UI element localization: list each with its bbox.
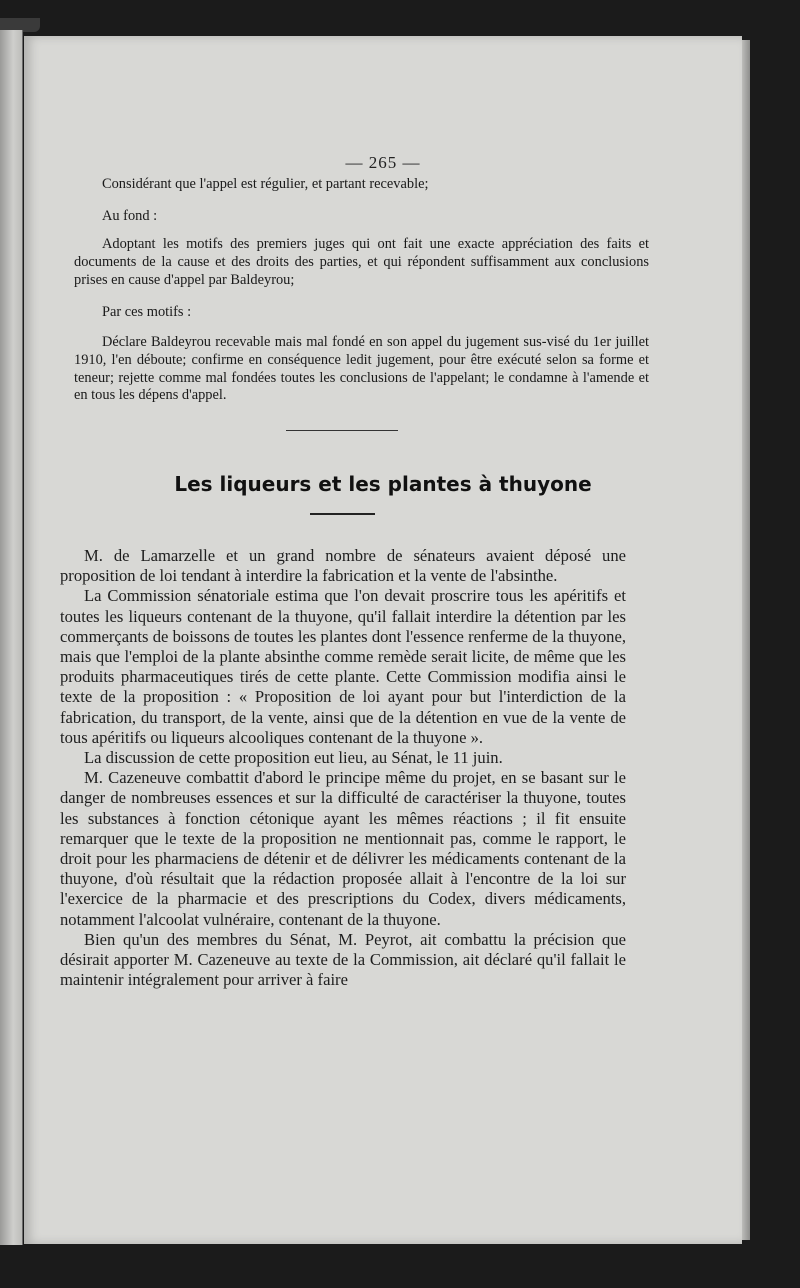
ruling-motifs: [74, 304, 649, 322]
heading-au-fond: Au fond :: [102, 208, 158, 224]
section-divider: [286, 430, 398, 431]
right-page-edge: [742, 40, 750, 1240]
article-paragraph: M. de Lamarzelle et un grand nombre de sénateurs avaient déposé une proposition de loi tendant à interdire la fabrication et la vente de l'absinthe.: [60, 546, 626, 586]
page-number: — 265 —: [345, 153, 421, 172]
ruling-declares: [74, 334, 649, 405]
article-title: Les liqueurs et les plantes à thuyone: [174, 472, 592, 496]
book-page: [24, 36, 742, 1244]
left-page-edge: [0, 30, 23, 1245]
article-body: [60, 546, 626, 990]
ruling-adopting: [74, 236, 649, 289]
article-paragraph: La Commission sénatoriale estima que l'on devait proscrire tous les apéritifs et toutes les liqueurs contenant de la thuyone, qu'il fallait interdire la détention par les commerçants de boissons de toutes les plantes dont l'essence renferme de la thuyone, mais que l'emploi de la plante absinthe comme remède serait licite, de même que les produits pharmaceutiques tirés de cette plante. Cette Commission modifia ainsi le texte de la proposition : « Proposition de loi ayant pour but l'interdiction de la fabrication, du transport, de la vente, ainsi que de la détention en vue de la vente de tous apéritifs ou liqueurs alcooliques contenant de la thuyone ».: [60, 586, 626, 747]
ruling-paragraph-2: Adoptant les motifs des premiers juges qui ont fait une exacte appréciation des faits et documents de la cause et des droits des parties, et qui répondent suffisamment aux conclusions prises en cause d'appel par Baldeyrou;: [74, 236, 649, 288]
ruling-fond: [74, 208, 649, 226]
article-paragraph: La discussion de cette proposition eut lieu, au Sénat, le 11 juin.: [84, 748, 503, 768]
heading-par-ces-motifs: Par ces motifs :: [102, 304, 192, 320]
article-paragraph: M. Cazeneuve combattit d'abord le principe même du projet, en se basant sur le danger de nombreuses essences et sur la difficulté de caractériser la thuyone, toutes les substances à fonction cétonique ayant les mêmes réactions ; il fit ensuite remarquer que le texte de la proposition ne mentionnait pas, comme le rapport, le droit pour les pharmaciens de détenir et de délivrer les médicaments contenant de la thuyone, d'où résultait que la rédaction proposée allait à l'encontre de la loi sur l'exercice de la pharmacie et des prescriptions du Codex, divers médicaments, notamment l'alcoolat vulnéraire, contenant de la thuyone.: [60, 768, 626, 929]
ruling-considering: [74, 176, 649, 194]
title-underline: [310, 513, 375, 515]
ruling-paragraph-1: Considérant que l'appel est régulier, et partant recevable;: [102, 176, 429, 192]
ruling-paragraph-3: Déclare Baldeyrou recevable mais mal fondé en son appel du jugement sus-visé du 1er juillet 1910, l'en déboute; confirme en conséquence ledit jugement, pour être exécuté selon sa forme et teneur; rejette comme mal fondées toutes les conclusions de l'appelant; le condamne à l'amende et en tous les dépens d'appel.: [74, 334, 649, 404]
article-paragraph: Bien qu'un des membres du Sénat, M. Peyrot, ait combattu la précision que désirait apporter M. Cazeneuve au texte de la Commission, ait déclaré qu'il fallait le maintenir intégralement pour arriver à faire: [60, 929, 626, 990]
